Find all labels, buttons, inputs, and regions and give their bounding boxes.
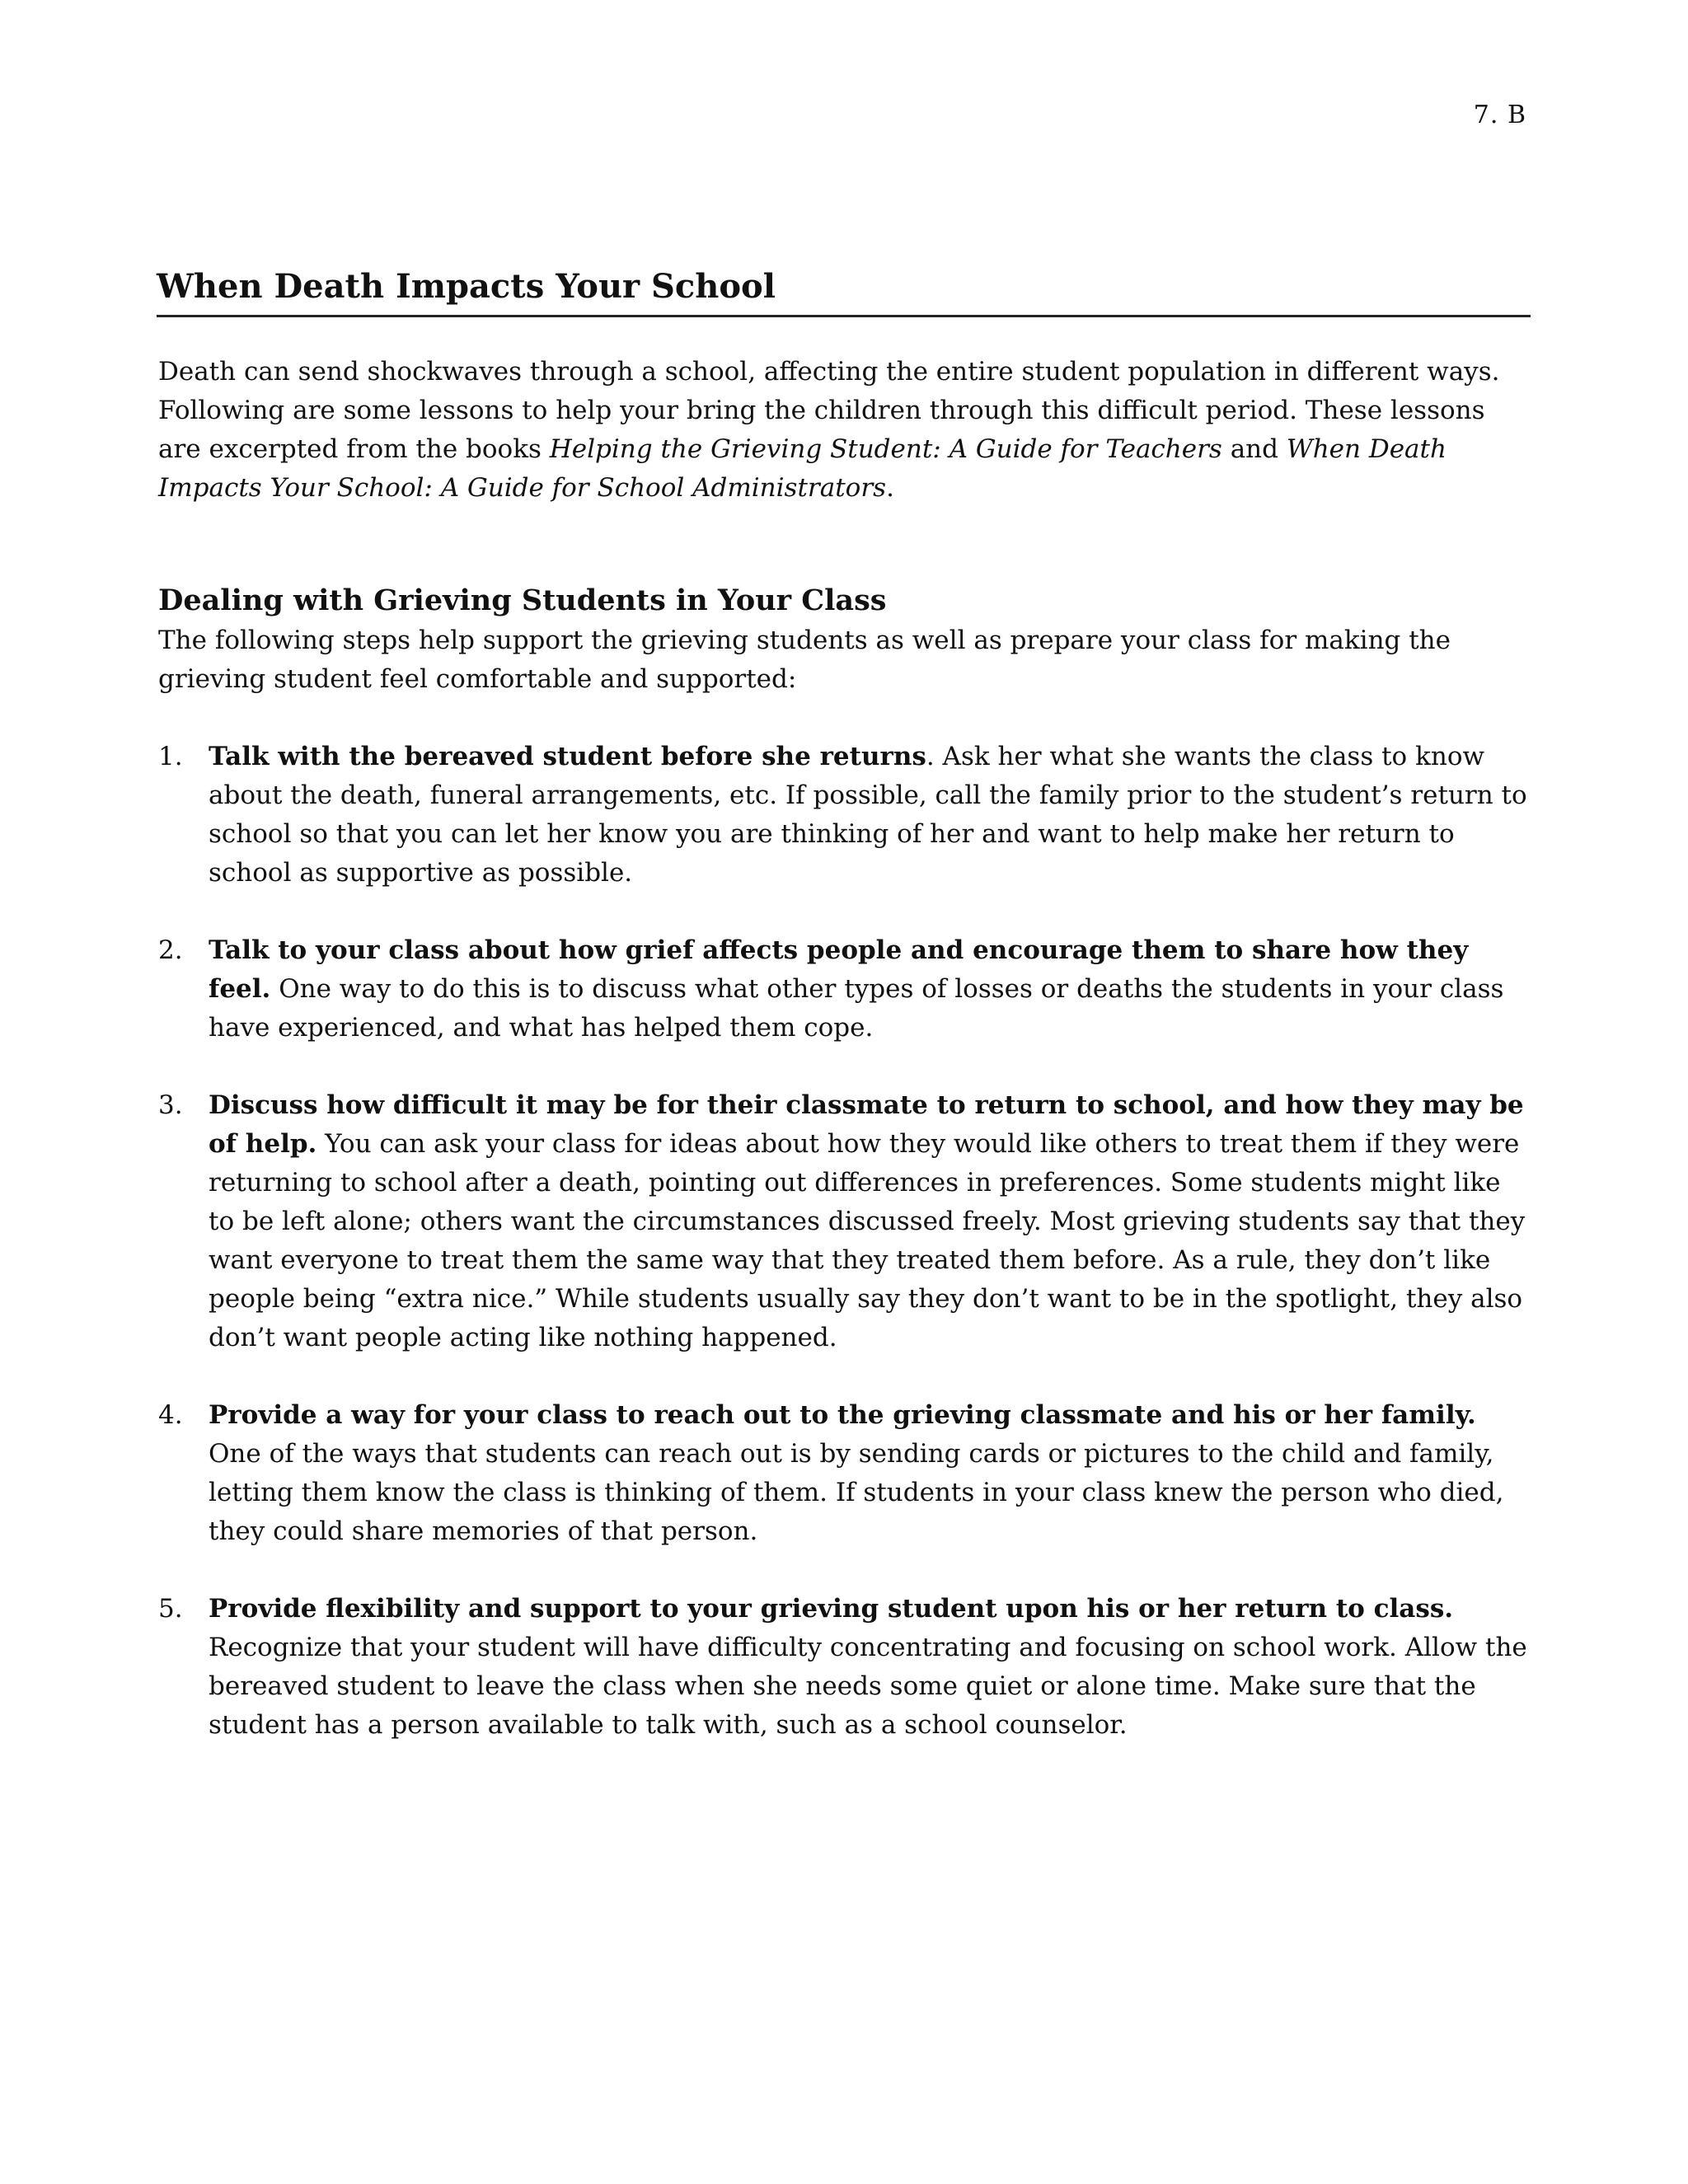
list-item	[158, 738, 1528, 893]
list-item	[158, 931, 1528, 1047]
page-number: 7. B	[1473, 101, 1526, 129]
list-item-heading: Talk to your class about how grief affects people and encourage them to share how they feel.	[209, 935, 1469, 1004]
list-item-text: You can ask your class for ideas about how they would like others to treat them if they were returning to school after a death, pointing out differences in preferences. Some students might like to be left alone; others want the circumstances discussed freely. Most grieving students say that they want everyone to treat them the same way that they treated them before. As a rule, they don’t like people being “extra nice.” While students usually say they don’t want to be in the spotlight, they also don’t want people acting like nothing happened.	[209, 1129, 1526, 1352]
intro-paragraph	[158, 353, 1528, 508]
list-item-heading: Talk with the bereaved student before she returns	[209, 742, 926, 771]
list-item-text: . Ask her what she wants the class to know about the death, funeral arrangements, etc. If possible, call the family prior to the student’s return to school so that you can let her know you are thinking of her and want to help make her return to school as supportive as possible.	[209, 742, 1527, 888]
list-item	[158, 1396, 1528, 1551]
steps-list	[158, 738, 1528, 1745]
list-item-number: 3.	[158, 1090, 183, 1120]
book-title-administrators: When Death Impacts Your School: A Guide for School Administrators	[158, 434, 1447, 503]
list-item-number: 4.	[158, 1400, 183, 1430]
list-item-number: 1.	[158, 742, 183, 771]
document-body	[158, 353, 1528, 1783]
list-item-heading: Provide flexibility and support to your grieving student upon his or her return to class.	[209, 1594, 1454, 1624]
intro-text-1: Death can send shockwaves through a school, affecting the entire student population in different ways. Following are some lessons to help your bring the children through this difficult period. These lessons are excerpted from the books	[158, 357, 1500, 464]
list-item-number: 2.	[158, 935, 183, 965]
list-item-heading: Discuss how difficult it may be for their classmate to return to school, and how they may be of help.	[209, 1090, 1524, 1159]
list-item	[158, 1086, 1528, 1357]
document-title: When Death Impacts Your School	[157, 262, 1531, 317]
section-heading: Dealing with Grieving Students in Your Class	[158, 583, 887, 617]
intro-text-3: .	[886, 473, 894, 503]
list-item-heading: Provide a way for your class to reach out to the grieving classmate and his or her family.	[209, 1400, 1476, 1430]
list-item-text: Recognize that your student will have difficulty concentrating and focusing on school work. Allow the bereaved student to leave the class when she needs some quiet or alone time. Make sure that the student has a person available to talk with, such as a school counselor.	[209, 1633, 1527, 1740]
section-intro-paragraph: The following steps help support the grieving students as well as prepare your class for making the grieving student feel comfortable and supported:	[158, 626, 1451, 694]
list-item-number: 5.	[158, 1594, 183, 1624]
list-item-text: One way to do this is to discuss what other types of losses or deaths the students in your class have experienced, and what has helped them cope.	[209, 974, 1504, 1043]
book-title-teachers: Helping the Grieving Student: A Guide for Teachers	[549, 434, 1222, 464]
list-item	[158, 1590, 1528, 1745]
list-item-text: One of the ways that students can reach out is by sending cards or pictures to the child and family, letting them know the class is thinking of them. If students in your class knew the person who died, they could share memories of that person.	[209, 1439, 1504, 1546]
intro-text-2: and	[1221, 434, 1287, 464]
